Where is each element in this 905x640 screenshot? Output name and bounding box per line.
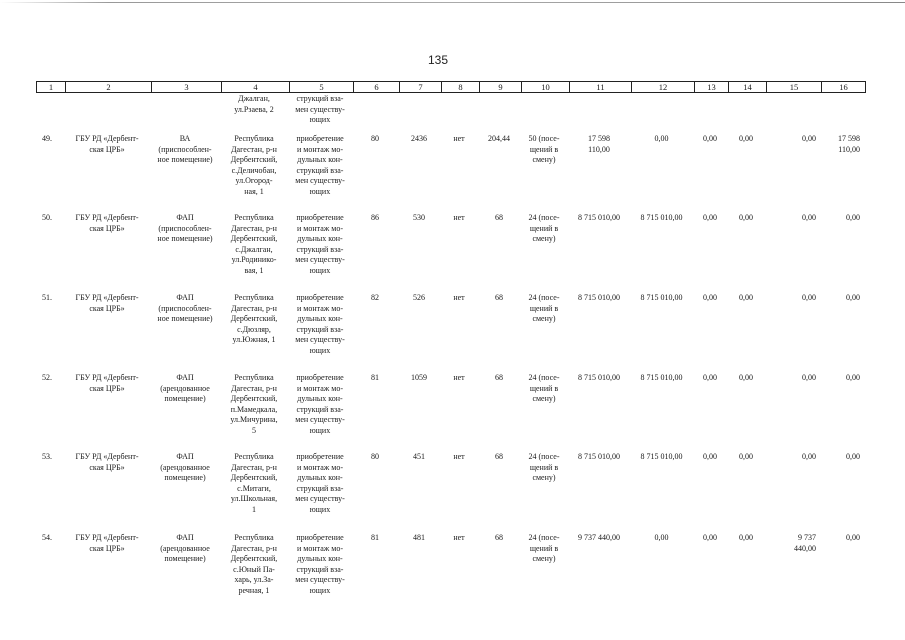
col-12-amount: 8 715 010,00: [640, 213, 683, 222]
col-13-amount: 0,00: [703, 452, 717, 461]
col-12-amount: 8 715 010,00: [640, 293, 683, 302]
organization: ГБУ РД «Дербент- ская ЦРБ»: [75, 373, 139, 393]
col-9-value: 68: [495, 213, 503, 222]
activity: приобретение и монтаж мо- дульных кон- струкций взa- мен существу- ющих: [295, 452, 345, 514]
col-6-value: 81: [371, 533, 379, 542]
col-8-value: нет: [453, 134, 465, 143]
col-12-amount: 8 715 010,00: [640, 452, 683, 461]
col-9-value: 68: [495, 373, 503, 382]
col-15-amount: 0,00: [802, 452, 816, 461]
col-16-amount: 17 598 110,00: [838, 134, 860, 154]
facility-type: ФАП (арендованное помещение): [160, 452, 210, 483]
col-7-value: 1059: [411, 373, 427, 382]
address: Республика Дагестан, р-н Дербентский, с.Юный Па- харь, ул.За- речная, 1: [230, 533, 278, 595]
col-10-capacity: 24 (посе- щений в смену): [528, 373, 560, 404]
activity: приобретение и монтаж мо- дульных кон- струкций взa- мен существу- ющих: [295, 213, 345, 275]
organization: ГБУ РД «Дербент- ская ЦРБ»: [75, 452, 139, 472]
col-14-amount: 0,00: [739, 533, 753, 542]
header-col-16: 16: [821, 82, 865, 92]
col-15-amount: 0,00: [802, 293, 816, 302]
col-14-amount: 0,00: [739, 293, 753, 302]
col-10-capacity: 50 (посе- щений в смену): [528, 134, 560, 165]
facility-type: ВА (приспособлен- ное помещение): [157, 134, 213, 165]
header-col-8: 8: [441, 82, 479, 92]
col-6-value: 82: [371, 293, 379, 302]
col-14-amount: 0,00: [739, 452, 753, 461]
header-col-10: 10: [521, 82, 569, 92]
header-col-11: 11: [569, 82, 631, 92]
col-12-amount: 8 715 010,00: [640, 373, 683, 382]
col-11-amount: 17 598 110,00: [588, 134, 610, 154]
header-col-13: 13: [694, 82, 728, 92]
col-8-value: нет: [453, 213, 465, 222]
col-13-amount: 0,00: [703, 134, 717, 143]
col-9-value: 204,44: [488, 134, 510, 143]
col-7-value: 526: [413, 293, 425, 302]
header-col-7: 7: [399, 82, 441, 92]
activity: приобретение и монтаж мо- дульных кон- струкций взa- мен существу- ющих: [295, 373, 345, 435]
col-8-value: нет: [453, 373, 465, 382]
organization: ГБУ РД «Дербент- ская ЦРБ»: [75, 134, 139, 154]
address: Республика Дагестан, р-н Дербентский, с.Джалган, ул.Родинико- вая, 1: [230, 213, 278, 275]
organization: ГБУ РД «Дербент- ская ЦРБ»: [75, 213, 139, 233]
col-8-value: нет: [453, 452, 465, 461]
col-11-amount: 8 715 010,00: [578, 213, 620, 222]
organization: ГБУ РД «Дербент- ская ЦРБ»: [75, 533, 139, 553]
col-16-amount: 0,00: [846, 373, 860, 382]
address: Республика Дагестан, р-н Дербентский, с.Митаги, ул.Школьная, 1: [230, 452, 278, 514]
header-col-3: 3: [151, 82, 221, 92]
col-14-amount: 0,00: [739, 213, 753, 222]
col-11-amount: 8 715 010,00: [578, 452, 620, 461]
col-6-value: 86: [371, 213, 379, 222]
col-10-capacity: 24 (посе- щений в смену): [528, 533, 560, 564]
col-7-value: 530: [413, 213, 425, 222]
activity: приобретение и монтаж мо- дульных кон- струкций взa- мен существу- ющих: [295, 293, 345, 355]
col-11-amount: 9 737 440,00: [578, 533, 620, 542]
header-col-12: 12: [631, 82, 694, 92]
facility-type: ФАП (приспособлен- ное помещение): [157, 213, 213, 244]
header-col-14: 14: [728, 82, 766, 92]
col-16-amount: 0,00: [846, 452, 860, 461]
facility-type: ФАП (арендованное помещение): [160, 533, 210, 564]
col-9-value: 68: [495, 452, 503, 461]
header-col-9: 9: [479, 82, 521, 92]
col-11-amount: 8 715 010,00: [578, 293, 620, 302]
activity: приобретение и монтаж мо- дульных кон- струкций взa- мен существу- ющих: [295, 533, 345, 595]
col-7-value: 451: [413, 452, 425, 461]
row-number: 54.: [42, 533, 52, 542]
facility-type: ФАП (приспособлен- ное помещение): [157, 293, 213, 324]
col-14-amount: 0,00: [739, 134, 753, 143]
scan-edge-line: [0, 2, 905, 3]
activity: приобретение и монтаж мо- дульных кон- струкций взa- мен существу- ющих: [295, 134, 345, 196]
col-13-amount: 0,00: [703, 533, 717, 542]
col-9-value: 68: [495, 293, 503, 302]
col-13-amount: 0,00: [703, 373, 717, 382]
facility-type: ФАП (арендованное помещение): [160, 373, 210, 404]
col-16-amount: 0,00: [846, 533, 860, 542]
col-10-capacity: 24 (посе- щений в смену): [528, 213, 560, 244]
header-col-6: 6: [353, 82, 399, 92]
page-number: 135: [427, 53, 449, 67]
col-7-value: 481: [413, 533, 425, 542]
col-7-value: 2436: [411, 134, 427, 143]
organization: ГБУ РД «Дербент- ская ЦРБ»: [75, 293, 139, 313]
col-6-value: 80: [371, 452, 379, 461]
col-10-capacity: 24 (посе- щений в смену): [528, 452, 560, 483]
col-16-amount: 0,00: [846, 293, 860, 302]
col-15-amount: 0,00: [802, 134, 816, 143]
col-11-amount: 8 715 010,00: [578, 373, 620, 382]
col-15-amount: 9 737 440,00: [794, 533, 816, 553]
col-12-amount: 0,00: [654, 134, 669, 143]
column-number-header: [36, 81, 866, 93]
col-8-value: нет: [453, 293, 465, 302]
address: Республика Дагестан, р-н Дербентский, с.Дюзляр, ул.Южная, 1: [230, 293, 278, 345]
address: Республика Дагестан, р-н Дербентский, с.Деличобан, ул.Огород- ная, 1: [230, 134, 278, 196]
col-13-amount: 0,00: [703, 293, 717, 302]
header-col-4: 4: [221, 82, 289, 92]
continuation-activity: струкций взa- мен существу- ющих: [295, 94, 345, 125]
row-number: 53.: [42, 452, 52, 461]
header-col-15: 15: [766, 82, 821, 92]
continuation-address: Джалган, ул.Рзаева, 2: [234, 94, 274, 114]
col-12-amount: 0,00: [654, 533, 669, 542]
col-16-amount: 0,00: [846, 213, 860, 222]
col-6-value: 81: [371, 373, 379, 382]
row-number: 50.: [42, 213, 52, 222]
header-col-5: 5: [289, 82, 353, 92]
col-14-amount: 0,00: [739, 373, 753, 382]
col-15-amount: 0,00: [802, 213, 816, 222]
col-9-value: 68: [495, 533, 503, 542]
col-8-value: нет: [453, 533, 465, 542]
header-col-2: 2: [65, 82, 151, 92]
row-number: 51.: [42, 293, 52, 302]
header-col-1: 1: [48, 82, 54, 92]
address: Республика Дагестан, р-н Дербентский, п.Мамедкала, ул.Мичурина, 5: [230, 373, 278, 435]
row-number: 52.: [42, 373, 52, 382]
col-10-capacity: 24 (посе- щений в смену): [528, 293, 560, 324]
col-13-amount: 0,00: [703, 213, 717, 222]
col-15-amount: 0,00: [802, 373, 816, 382]
row-number: 49.: [42, 134, 52, 143]
col-6-value: 80: [371, 134, 379, 143]
